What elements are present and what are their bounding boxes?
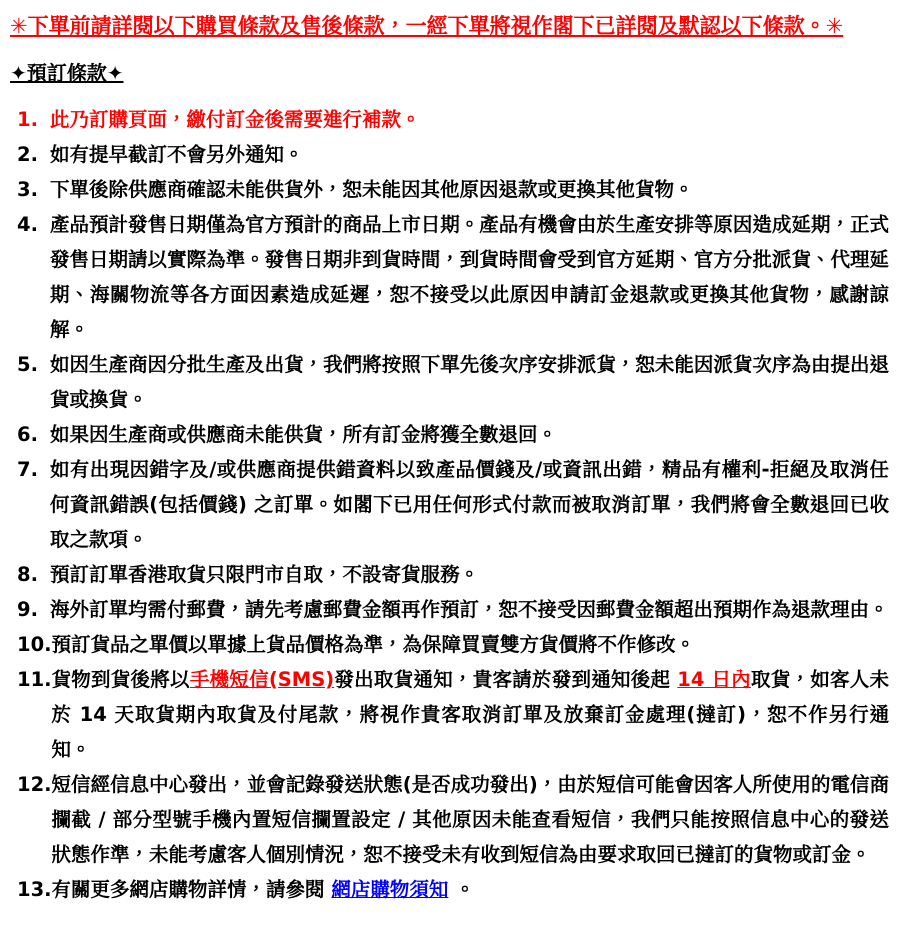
term-number: 9. [17,598,38,621]
term-text [50,137,889,172]
highlighted-text: 14 日內 [677,668,751,691]
term-text [50,452,889,557]
store-shopping-notice-link[interactable]: 網店購物須知 [331,878,449,901]
term-text-segment: 貨物到貨後將以 [51,668,190,691]
term-text-segment: 如有提早截訂不會另外通知。 [50,143,304,166]
term-text-segment: 發出取貨通知，貴客請於發到通知後起 [334,668,678,691]
term-text-segment: 如因生產商因分批生產及出貨，我們將按照下單先後次序安排派貨，恕未能因派貨次序為由提出退貨或換貨。 [50,353,889,411]
list-item [10,557,889,592]
term-text [50,207,889,347]
terms-list [10,102,889,907]
term-number: 11. [17,668,52,691]
list-item [10,207,889,347]
term-text [50,592,889,627]
term-number: 6. [17,423,38,446]
term-number: 1. [17,108,38,131]
term-text [50,557,889,592]
term-text-segment: 預訂訂單香港取貨只限門市自取，不設寄貨服務。 [50,563,480,586]
term-number: 10. [17,633,52,656]
list-item [10,347,889,417]
highlighted-text: 手機短信(SMS) [189,668,335,691]
term-text-segment: 取貨，如客人未於 14 天取貨期內取貨及付尾款，將視作貴客取消訂單及放棄訂金處理(撻訂)，恕不作另行通知。 [51,668,889,761]
list-item [10,102,889,137]
term-text [52,767,889,872]
preorder-terms-heading: ✦預訂條款✦ [10,61,124,85]
list-item [10,662,889,767]
term-number: 12. [17,773,52,796]
list-item [10,767,889,872]
term-number: 3. [17,178,38,201]
term-text [50,417,889,452]
list-item [10,172,889,207]
purchase-notice-banner: ✳下單前請詳閱以下購買條款及售後條款，一經下單將視作閣下已詳閱及默認以下條款。✳ [10,14,844,38]
term-text-segment: 海外訂單均需付郵費，請先考慮郵費金額再作預訂，恕不接受因郵費金額超出預期作為退款理由。 [50,598,889,621]
term-text [50,172,889,207]
list-item [10,592,889,627]
list-item [10,417,889,452]
term-number: 4. [17,213,38,236]
term-number: 7. [17,458,38,481]
term-text [52,662,889,767]
list-item [10,872,889,907]
term-text [50,102,889,137]
term-text-segment: 短信經信息中心發出，並會記錄發送狀態(是否成功發出)，由於短信可能會因客人所使用的電信商攔截 / 部分型號手機內置短信攔置設定 / 其他原因未能查看短信，我們只能按照信息中心的發送狀態作準，未能考慮客人個別情況，恕不接受未有收到短信為由要求取回已撻訂的貨物或訂金。 [51,773,889,866]
term-text-segment: 預訂貨品之單價以單據上貨品價格為準，為保障買賣雙方貨價將不作修改。 [51,633,696,656]
term-text-segment: 如有出現因錯字及/或供應商提供錯資料以致產品價錢及/或資訊出錯，精品有權利-拒絕及取消任何資訊錯誤(包括價錢) 之訂單。如閣下已用任何形式付款而被取消訂單，我們將會全數退回已收取之款項。 [50,458,889,551]
term-text-segment: 產品預計發售日期僅為官方預計的商品上市日期。產品有機會由於生產安排等原因造成延期，正式發售日期請以實際為準。發售日期非到貨時間，到貨時間會受到官方延期、官方分批派貨、代理延期、海關物流等各方面因素造成延遲，恕不接受以此原因申請訂金退款或更換其他貨物，感謝諒解。 [50,213,889,341]
term-number: 8. [17,563,38,586]
term-number: 13. [17,878,52,901]
list-item [10,627,889,662]
term-number: 5. [17,353,38,376]
term-text-segment: 下單後除供應商確認未能供貨外，恕未能因其他原因退款或更換其他貨物。 [50,178,694,201]
term-number: 2. [17,143,38,166]
term-text [52,872,889,907]
term-text-segment: 有關更多網店購物詳情，請參閱 [51,878,332,901]
term-text [52,627,889,662]
term-text-segment: 如果因生產商或供應商未能供貨，所有訂金將獲全數退回。 [50,423,558,446]
list-item [10,137,889,172]
list-item [10,452,889,557]
term-text [50,347,889,417]
term-text-segment: 此乃訂購頁面，繳付訂金後需要進行補款。 [50,108,421,131]
term-text-segment: 。 [448,878,475,901]
